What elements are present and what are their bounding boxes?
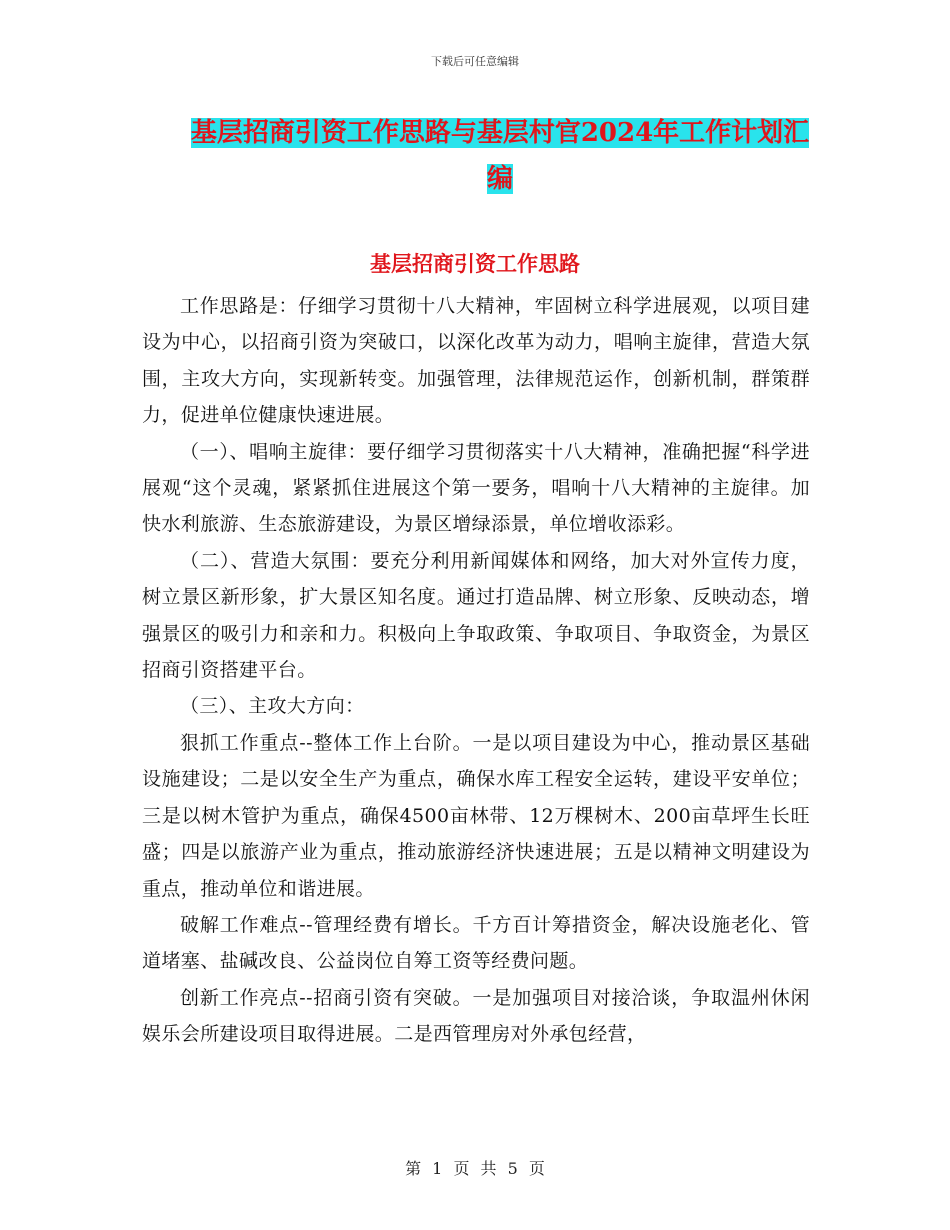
paragraph: 工作思路是：仔细学习贯彻十八大精神，牢固树立科学进展观，以项目建设为中心，以招商引资为突破口，以深化改革为动力，唱响主旋律，营造大氛围，主攻大方向，实现新转变。加强管理，法律规范运作，创新机制，群策群力，促进单位健康快速进展。 bbox=[142, 295, 810, 427]
header-note: 下载后可任意编辑 bbox=[431, 55, 519, 68]
page-number-footer: 第 1 页 共 5 页 bbox=[405, 1159, 545, 1178]
paragraph: 狠抓工作重点--整体工作上台阶。一是以项目建设为中心，推动景区基础设施建设；二是以安全生产为重点，确保水库工程安全运转，建设平安单位；三是以树木管护为重点，确保4500亩林带、12万棵树木、200亩草坪生长旺盛；四是以旅游产业为重点，推动旅游经济快速进展；五是以精神文明建设为重点，推动单位和谐进展。 bbox=[142, 731, 810, 900]
paragraph: （三）、主攻大方向： bbox=[180, 695, 365, 718]
document-title-line1: 基层招商引资工作思路与基层村官2024年工作计划汇 bbox=[190, 118, 810, 148]
section-title: 基层招商引资工作思路 bbox=[370, 251, 580, 276]
paragraph: （二）、营造大氛围：要充分利用新闻媒体和网络，加大对外宣传力度，树立景区新形象，扩大景区知名度。通过打造品牌、树立形象、反映动态，增强景区的吸引力和亲和力。积极向上争取政策、争取项目、争取资金，为景区招商引资搭建平台。 bbox=[142, 549, 810, 682]
document-body bbox=[142, 288, 810, 1053]
paragraph: 创新工作亮点--招商引资有突破。一是加强项目对接洽谈，争取温州休闲娱乐会所建设项目取得进展。二是西管理房对外承包经营， bbox=[142, 986, 810, 1046]
document-title-line2: 编 bbox=[486, 164, 513, 194]
paragraph: （一）、唱响主旋律：要仔细学习贯彻落实十八大精神，准确把握“科学进展观“这个灵魂，紧紧抓住进展这个第一要务，唱响十八大精神的主旋律。加快水利旅游、生态旅游建设，为景区增绿添景，单位增收添彩。 bbox=[142, 440, 810, 536]
paragraph: 破解工作难点--管理经费有增长。千方百计筹措资金，解决设施老化、管道堵塞、盐碱改良、公益岗位自筹工资等经费问题。 bbox=[142, 913, 810, 973]
document-title bbox=[185, 110, 815, 202]
